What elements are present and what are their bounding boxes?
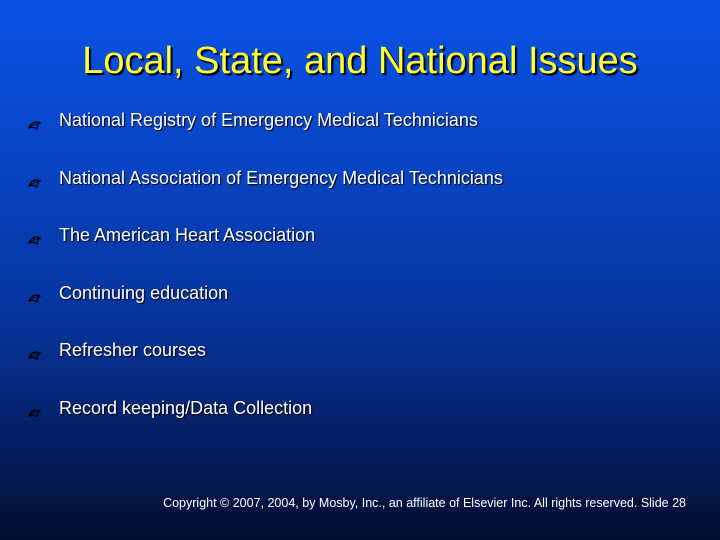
bullet-list xyxy=(28,109,503,455)
bullet-item xyxy=(28,109,503,167)
bullet-item xyxy=(28,282,503,340)
leaf-bullet-icon xyxy=(28,397,59,423)
slide-title: Local, State, and National Issues xyxy=(82,40,638,82)
copyright-footer: Copyright © 2007, 2004, by Mosby, Inc., an affiliate of Elsevier Inc. All rights reserved. Slide 28 xyxy=(163,496,686,510)
leaf-bullet-icon xyxy=(28,339,59,365)
bullet-text: National Registry of Emergency Medical Technicians xyxy=(59,110,478,130)
leaf-bullet-icon xyxy=(28,109,59,135)
bullet-text: National Association of Emergency Medical Technicians xyxy=(59,167,503,188)
bullet-item xyxy=(28,167,503,225)
bullet-text: The American Heart Association xyxy=(59,225,316,246)
bullet-text: Continuing education xyxy=(59,282,229,303)
leaf-bullet-icon xyxy=(28,224,59,250)
leaf-bullet-icon xyxy=(28,282,59,308)
bullet-item xyxy=(28,224,503,282)
bullet-text: Refresher courses xyxy=(59,340,207,361)
bullet-item xyxy=(28,397,503,455)
bullet-text: Record keeping/Data Collection xyxy=(59,397,313,418)
leaf-bullet-icon xyxy=(28,167,59,193)
bullet-item xyxy=(28,339,503,397)
